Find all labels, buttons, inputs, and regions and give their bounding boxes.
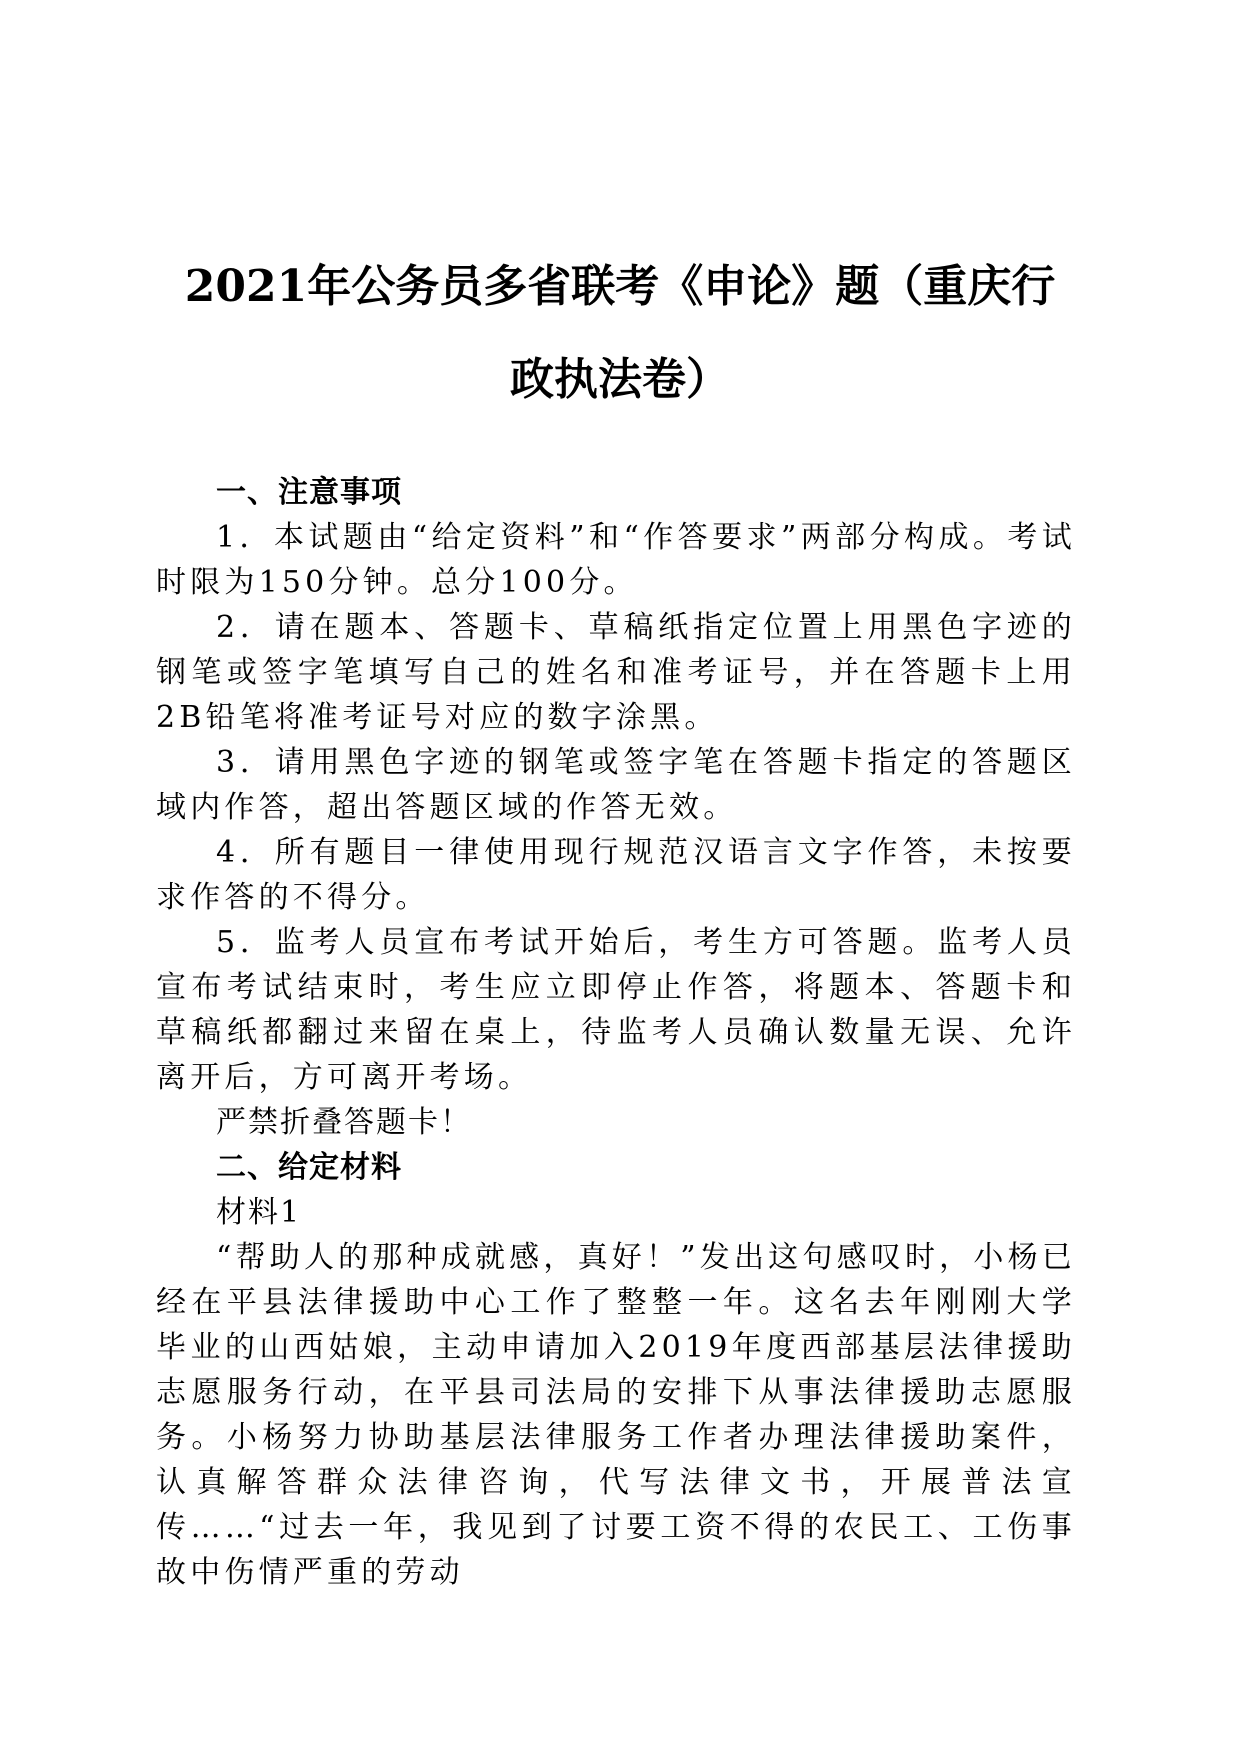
note-item-1: 1．本试题由“给定资料”和“作答要求”两部分构成。考试时限为150分钟。总分100分。 xyxy=(156,520,1076,600)
material-paragraph: “帮助人的那种成就感，真好！”发出这句感叹时，小杨已经在平县法律援助中心工作了整整一年。这名去年刚刚大学毕业的山西姑娘，主动申请加入2019年度西部基层法律援助志愿服务行动，在平县司法局的安排下从事法律援助志愿服务。小杨努力协助基层法律服务工作者办理法律援助案件，认真解答群众法律咨询，代写法律文书，开展普法宣传……“过去一年，我见到了讨要工资不得的农民工、工伤事故中伤情严重的劳动 xyxy=(156,1240,1076,1590)
note-item-3: 3．请用黑色字迹的钢笔或签字笔在答题卡指定的答题区域内作答，超出答题区域的作答无效。 xyxy=(156,745,1076,825)
document-body xyxy=(156,470,1076,1595)
note-item-2: 2．请在题本、答题卡、草稿纸指定位置上用黑色字迹的钢笔或签字笔填写自己的姓名和准考证号，并在答题卡上用2B铅笔将准考证号对应的数字涂黑。 xyxy=(156,610,1076,735)
material-label: 材料1 xyxy=(216,1195,302,1230)
note-item-5: 5．监考人员宣布考试开始后，考生方可答题。监考人员宣布考试结束时，考生应立即停止作答，将题本、答题卡和草稿纸都翻过来留在桌上，待监考人员确认数量无误、允许离开后，方可离开考场。 xyxy=(156,925,1076,1095)
section-heading-notes: 一、注意事项 xyxy=(216,475,402,510)
warning-text: 严禁折叠答题卡！ xyxy=(216,1105,472,1140)
section-heading-materials: 二、给定材料 xyxy=(216,1150,402,1185)
document-title-line-2: 政执法卷） xyxy=(510,354,730,405)
note-item-4: 4．所有题目一律使用现行规范汉语言文字作答，未按要求作答的不得分。 xyxy=(156,835,1076,915)
document-title-line-1: 2021年公务员多省联考《申论》题（重庆行 xyxy=(184,261,1056,312)
